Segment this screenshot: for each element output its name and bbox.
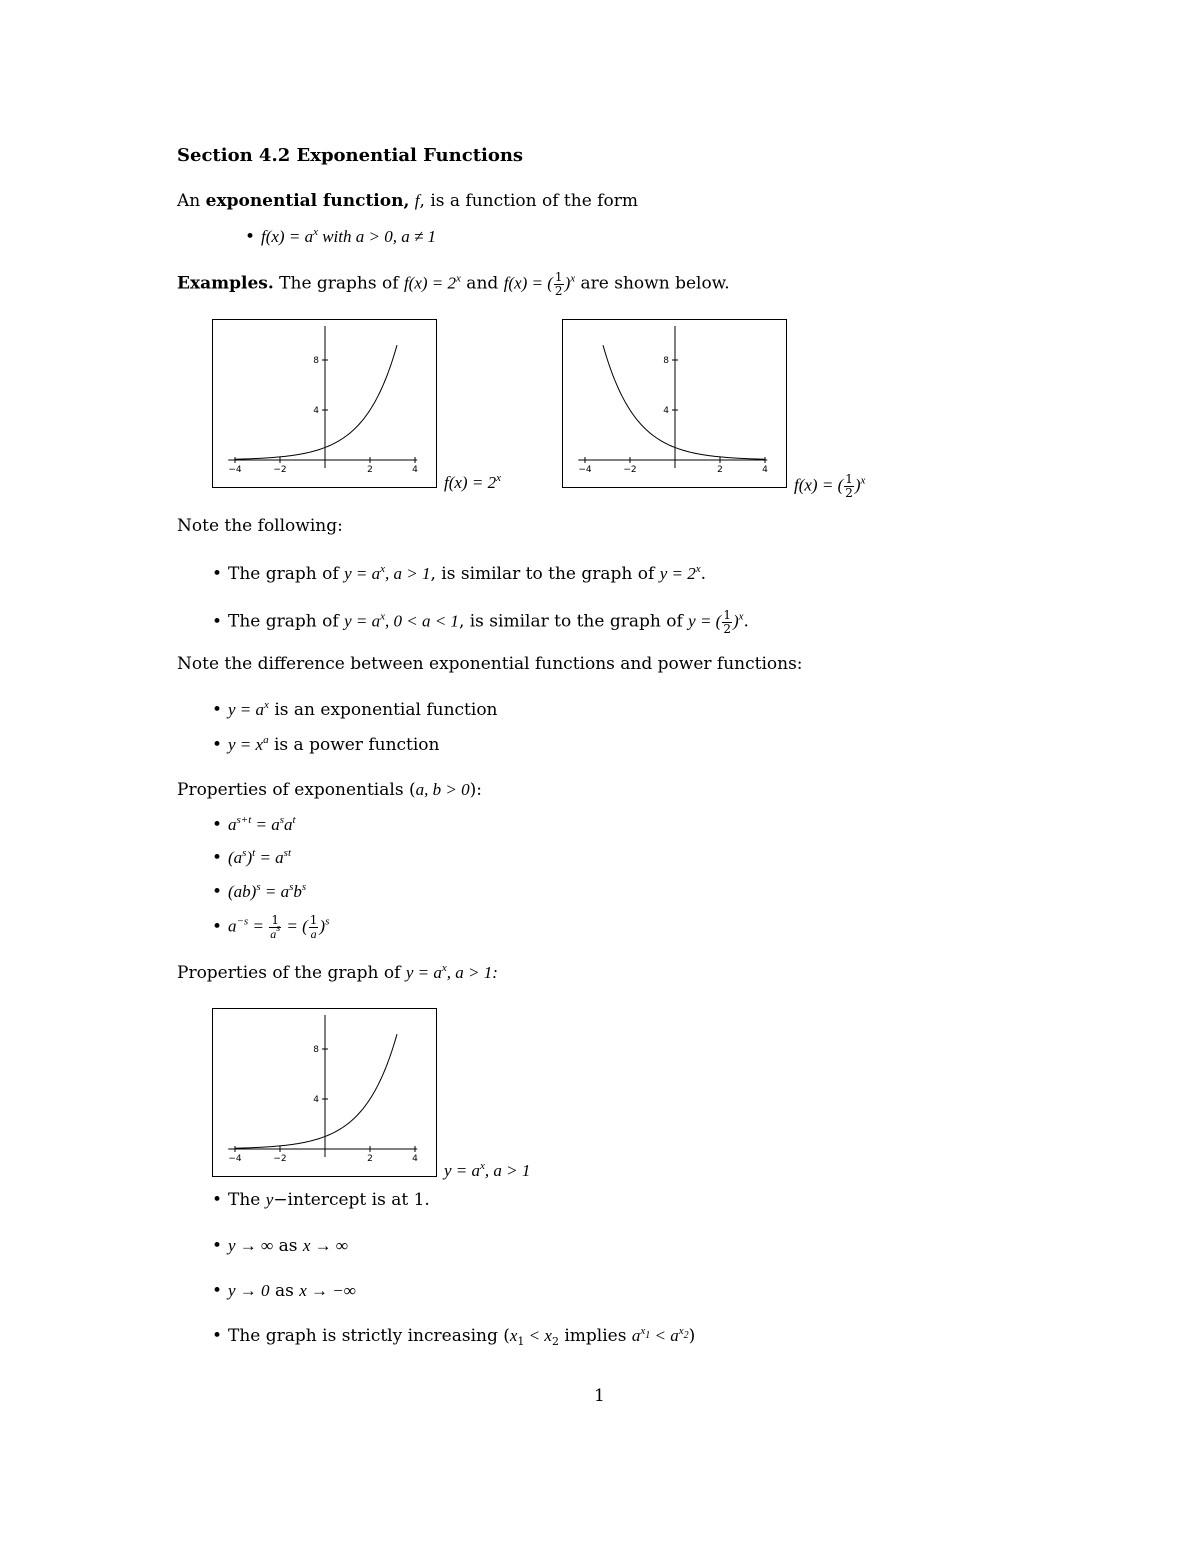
y-tick-label: 4 — [313, 1095, 319, 1105]
n1i1-e2: x — [695, 563, 701, 575]
graph-prop-2: • y → ∞ as x → ∞ — [212, 1236, 349, 1256]
examples-text-a: The graphs of — [273, 273, 404, 294]
prop-2: • $(a^s)^t = a^{st}$ — [212, 847, 292, 868]
definition-term: exponential function, — [205, 191, 410, 211]
x-tick-label: −2 — [273, 1154, 287, 1164]
p4-e2: s — [325, 915, 330, 928]
n1i2-e2: x — [738, 610, 744, 623]
x-tick-label: −2 — [623, 465, 637, 475]
x-tick-label: 4 — [412, 465, 418, 475]
graph-a-to-x — [212, 1008, 437, 1177]
n1i1-mid: , a > 1 — [384, 564, 431, 583]
note2-heading: Note the difference between exponential functions and power functions: — [177, 654, 803, 674]
gp-m: y = a — [405, 963, 442, 982]
gp3-t: as — [269, 1281, 300, 1301]
p4-frac1 — [269, 914, 281, 940]
graph-prop-4: • The graph is strictly increasing ($x_1 < x_2$ implies $a^{x_1} < a^{x_2}$) — [212, 1325, 696, 1348]
n1i1-pre: The graph of — [228, 564, 345, 584]
p3-b: b — [293, 882, 302, 901]
graph-a-to-x-caption — [444, 1161, 530, 1181]
gp4-e2: x — [678, 1325, 684, 1337]
x-tick-label: −4 — [578, 465, 592, 475]
props-m: a, b > 0 — [415, 780, 470, 799]
p3-e2: s — [289, 881, 294, 893]
graph-half-to-x-caption — [794, 473, 865, 499]
n2i1-e: x — [264, 699, 269, 711]
graph-2-to-x — [212, 319, 437, 488]
y-tick-label: 4 — [313, 406, 319, 416]
p4-e1: −s — [236, 915, 249, 928]
props-heading — [177, 780, 482, 800]
p3-a: (ab) — [228, 882, 257, 901]
y-tick-label: 4 — [663, 406, 669, 416]
cap1-exp: x — [496, 472, 501, 484]
graph-props-heading — [177, 963, 498, 983]
note1-heading: Note the following: — [177, 516, 343, 536]
cap2-main: f(x) = ( — [794, 475, 844, 495]
gp2-m2: x → ∞ — [302, 1236, 349, 1255]
note1-item-1: • The graph of $y = a^x$, a > 1, is similar to the graph of $y = 2^x$. — [212, 563, 707, 584]
gp4-exp2 — [678, 1325, 689, 1341]
gp4-s1: 1 — [517, 1335, 525, 1348]
n1i2-close: ) — [732, 611, 739, 631]
p4-den1: a — [270, 926, 277, 941]
p2-a: (a — [228, 848, 243, 867]
p4-den1e: s — [276, 922, 281, 934]
p1-a: a — [228, 815, 237, 834]
frac-den: a — [310, 926, 317, 941]
note2-item-2: • $y = x^a$ is a power function — [212, 734, 440, 755]
frac-den — [269, 922, 281, 941]
cap2-frac — [844, 473, 854, 499]
n1i2-frac — [722, 609, 732, 635]
props-post: ): — [469, 780, 482, 800]
cap2-exp: x — [860, 474, 866, 487]
n1i2-pre: The graph of — [228, 611, 345, 632]
gp4-m1: x — [509, 1326, 518, 1345]
x-tick-label: −2 — [273, 465, 287, 475]
x-tick-label: 2 — [367, 1154, 373, 1164]
p4-eq: = — [248, 916, 269, 936]
definition-bullet: • $f(x) = a^x$ with a > 0, a ≠ 1 — [245, 226, 437, 247]
gp4-lt: < x — [524, 1326, 552, 1345]
p4-eq2: = ( — [282, 916, 308, 936]
n2i2-text: is a power function — [268, 735, 440, 755]
note1-item-2: • The graph of $y = a^x$, 0 < a < 1, is similar to the graph of y = ( $\frac{1}{2}$ )$^x$. — [212, 608, 749, 636]
n1i2-e1: x — [380, 610, 385, 623]
p4-frac2 — [309, 914, 319, 940]
definition-prefix: An — [177, 191, 201, 211]
gp1-post: −intercept is at 1. — [273, 1190, 430, 1210]
section-title: Section 4.2 Exponential Functions — [177, 145, 524, 166]
graph-2-to-x-caption — [444, 473, 501, 493]
frac-num: 1 — [309, 913, 318, 927]
gp1-pre: The — [228, 1190, 266, 1210]
definition-suffix: , is a function of the form — [419, 191, 638, 211]
examples-f2-exp: x — [570, 272, 576, 285]
examples-f1-exp: x — [456, 272, 461, 285]
frac-den: 2 — [723, 621, 731, 636]
frac-num: 1 — [269, 914, 281, 928]
y-tick-label: 8 — [663, 356, 669, 366]
x-tick-label: 4 — [762, 465, 768, 475]
p4-a: a — [228, 916, 237, 936]
cap3-exp: x — [480, 1160, 485, 1172]
n2i2-m: y = x — [228, 735, 264, 754]
examples-and: and — [460, 273, 504, 294]
p2-c: ) — [246, 848, 253, 867]
p3-eq: = a — [260, 882, 290, 901]
graph-half-to-x-plot — [563, 320, 786, 487]
cap2-close: ) — [854, 475, 861, 495]
gp4-imp: implies — [558, 1326, 632, 1346]
p3-e1: s — [256, 881, 261, 893]
y-tick-label: 8 — [313, 356, 319, 366]
p1-e2: s — [279, 814, 285, 826]
prop-4: • $a^{-s}$ = $\frac{1}{a^s}$ = ( $\frac{1}{a}$ )$^s$ — [212, 913, 330, 941]
gp4-pre: The graph is strictly increasing ( — [228, 1326, 510, 1346]
n1i1-m1: y = a — [344, 564, 381, 583]
p1-b: a — [284, 815, 293, 834]
p2-e2: t — [252, 847, 256, 859]
graph-prop-1: • The y−intercept is at 1. — [212, 1190, 430, 1210]
x-tick-label: 4 — [412, 1154, 418, 1164]
graph-prop-3: • y → 0 as x → −∞ — [212, 1281, 356, 1301]
p2-eq: = a — [255, 848, 284, 867]
def-rest: with a > 0, a ≠ 1 — [317, 227, 437, 246]
n1i1-end: . — [700, 564, 707, 584]
gp4-e1: x — [640, 1325, 646, 1337]
examples-line — [177, 271, 730, 297]
gp4-lt2: < a — [650, 1326, 679, 1345]
curve-line — [603, 345, 765, 459]
n1i1-e1: x — [380, 563, 385, 575]
examples-f1: f(x) = 2 — [403, 273, 457, 293]
y-tick-label: 8 — [313, 1045, 319, 1055]
prop-1: • $a^{s+t} = a^sa^t$ — [212, 814, 296, 835]
gp4-a1: a — [631, 1326, 641, 1345]
note2-item-1: • $y = a^x$ is an exponential function — [212, 699, 498, 720]
p2-e1: s — [242, 847, 247, 859]
n1i2-m1: y = a — [344, 611, 381, 631]
p2-e3: st — [283, 847, 292, 859]
n2i1-text: is an exponential function — [268, 700, 498, 720]
p1-eq: = a — [251, 815, 280, 834]
graph-a-to-x-plot — [213, 1009, 436, 1176]
gp3-m2: x → −∞ — [299, 1281, 356, 1300]
n2i2-e: a — [263, 734, 269, 746]
gp4-es2: 2 — [683, 1330, 689, 1341]
n1i2-post: , is similar to the graph of — [458, 611, 689, 632]
n2i1-m: y = a — [228, 700, 265, 719]
definition-line — [177, 191, 638, 211]
cap3-main: y = a — [444, 1161, 481, 1180]
graph-half-to-x — [562, 319, 787, 488]
gp2-t: as — [273, 1236, 303, 1256]
frac-num: 1 — [554, 270, 563, 284]
n1i2-end: . — [743, 611, 749, 632]
p3-e3: s — [301, 881, 307, 893]
frac-den: 2 — [845, 485, 853, 500]
def-lhs: f(x) = a — [261, 227, 314, 246]
frac-num: 1 — [723, 608, 731, 622]
cap3-rest: , a > 1 — [484, 1161, 531, 1180]
gp4-s2: 2 — [551, 1335, 559, 1348]
def-exp: x — [313, 226, 318, 238]
n1i1-post: , is similar to the graph of — [430, 564, 660, 584]
frac-num: 1 — [845, 472, 853, 486]
examples-text-b: are shown below. — [575, 273, 730, 294]
gp3-m1: y → 0 — [228, 1281, 270, 1300]
gp-e: x — [441, 962, 447, 974]
x-tick-label: −4 — [228, 465, 242, 475]
examples-f2: f(x) = ( — [503, 273, 553, 293]
page-number: 1 — [594, 1386, 605, 1406]
p1-e1: s+t — [236, 814, 252, 826]
p1-e3: t — [292, 814, 296, 826]
gp-pre: Properties of the graph of — [177, 963, 406, 983]
cap1-main: f(x) = 2 — [444, 473, 497, 492]
prop-3: • $(ab)^s = a^sb^s$ — [212, 881, 307, 902]
gp-post: , a > 1: — [446, 963, 498, 982]
gp2-m1: y → ∞ — [228, 1236, 274, 1255]
frac-den: 2 — [554, 283, 563, 298]
gp4-exp1 — [640, 1325, 651, 1341]
x-tick-label: −4 — [228, 1154, 242, 1164]
x-tick-label: 2 — [367, 465, 373, 475]
props-pre: Properties of exponentials ( — [177, 780, 416, 800]
graph-2-to-x-plot — [213, 320, 436, 487]
n1i2-mid: , 0 < a < 1 — [384, 611, 459, 631]
n1i2-m2: y = ( — [688, 611, 722, 631]
gp4-close: ) — [688, 1326, 696, 1346]
n1i1-m2: y = 2 — [659, 564, 696, 583]
examples-label: Examples. — [177, 273, 274, 294]
gp1-m: y — [265, 1190, 274, 1209]
gp4-es1: 1 — [645, 1330, 651, 1341]
p4-close: ) — [319, 916, 326, 936]
x-tick-label: 2 — [717, 465, 723, 475]
definition-var: f — [414, 191, 420, 210]
examples-f2-frac — [554, 271, 564, 297]
examples-f2-close: ) — [564, 273, 571, 293]
